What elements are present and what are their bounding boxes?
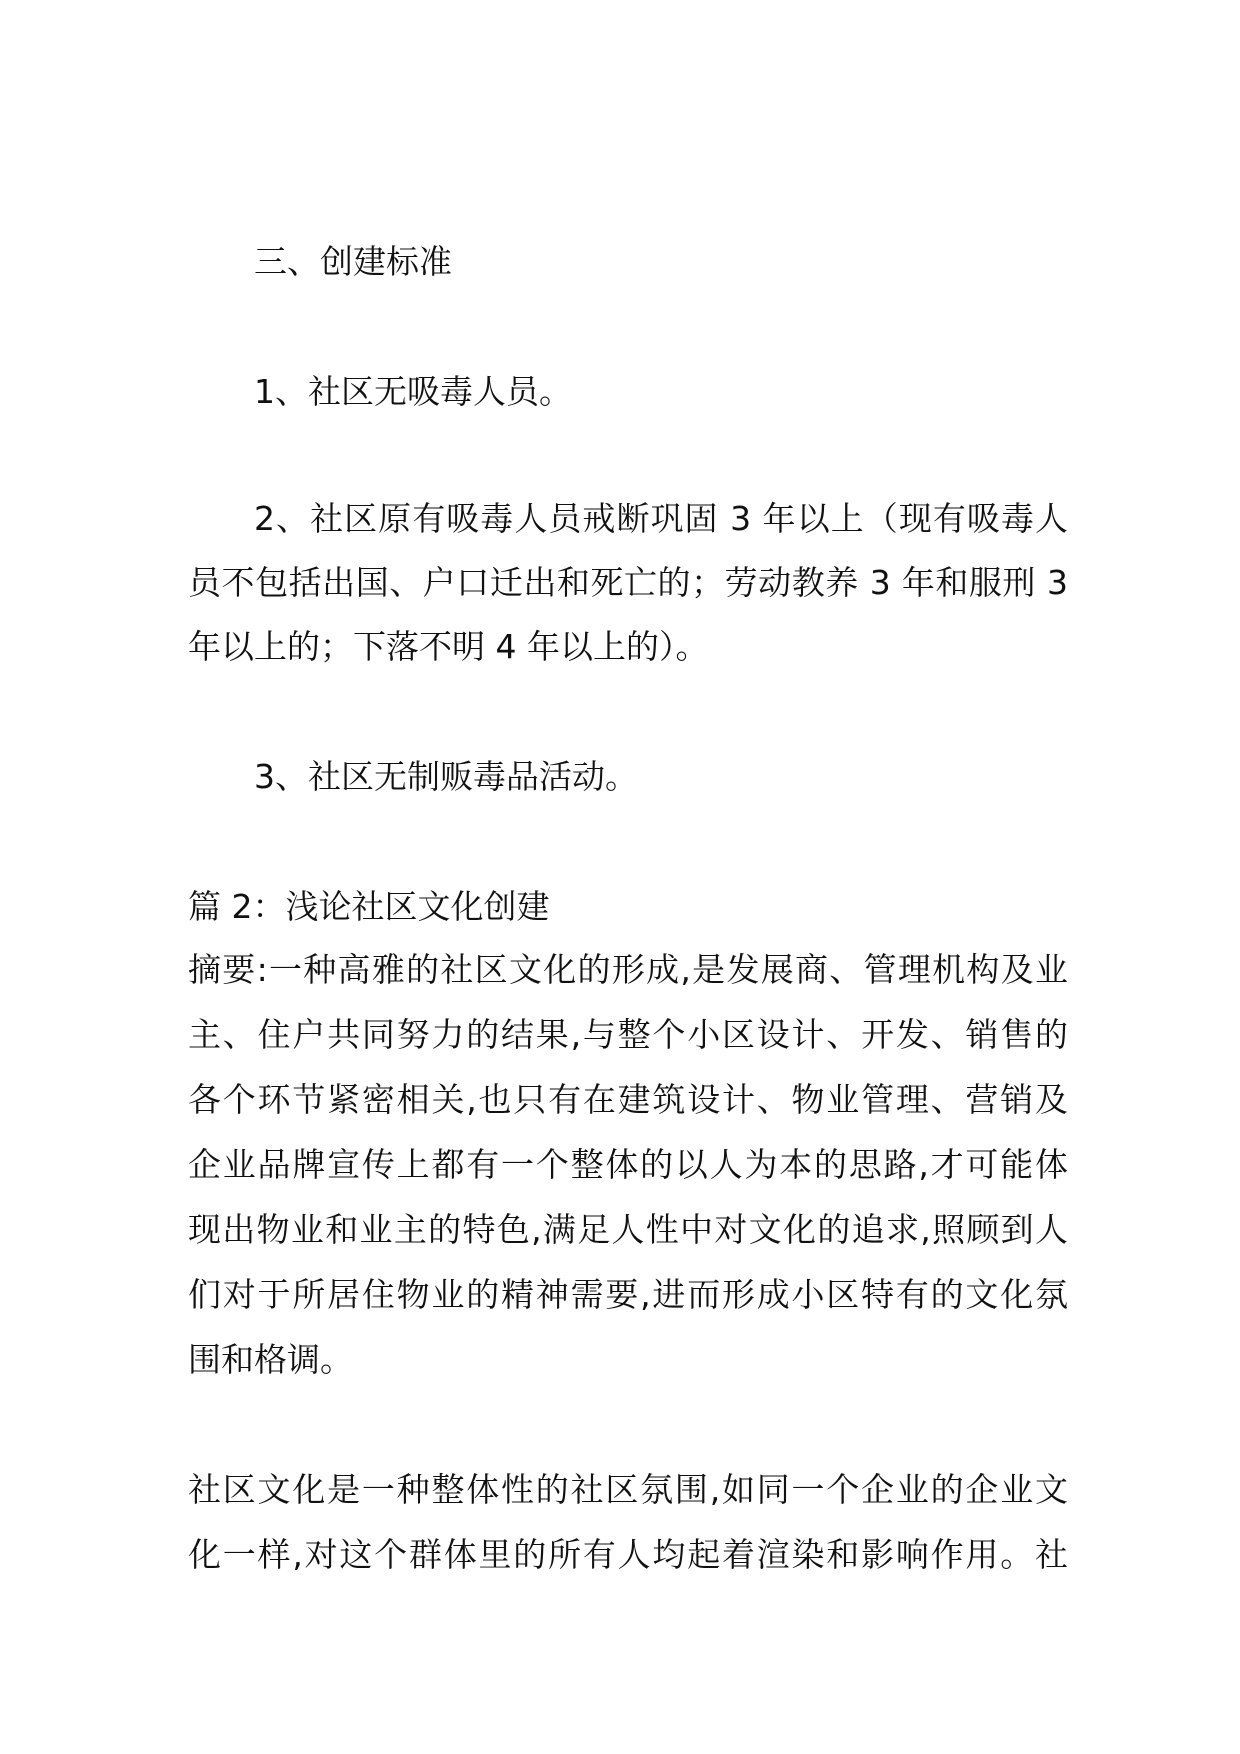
criterion-item-2-line-3: 年以上的；下落不明 4 年以上的）。 [188, 627, 709, 666]
criterion-item-1: 1、社区无吸毒人员。 [254, 372, 572, 411]
abstract-line: 企业品牌宣传上都有一个整体的以人为本的思路,才可能体 [188, 1145, 1068, 1184]
abstract-line: 主、住户共同努力的结果,与整个小区设计、开发、销售的 [188, 1015, 1068, 1054]
abstract-line: 现出物业和业主的特色,满足人性中对文化的追求,照顾到人 [188, 1210, 1068, 1249]
criterion-item-2-line-2: 员不包括出国、户口迁出和死亡的；劳动教养 3 年和服刑 3 [188, 563, 1068, 602]
article-title: 篇 2：浅论社区文化创建 [188, 887, 550, 926]
abstract-line: 围和格调。 [188, 1340, 353, 1379]
section-heading: 三、创建标准 [254, 242, 452, 281]
abstract-line: 摘要:一种高雅的社区文化的形成,是发展商、管理机构及业 [188, 950, 1068, 989]
abstract-line: 们对于所居住物业的精神需要,进而形成小区特有的文化氛 [188, 1275, 1068, 1314]
abstract-line: 各个环节紧密相关,也只有在建筑设计、物业管理、营销及 [188, 1080, 1068, 1119]
criterion-item-3: 3、社区无制贩毒品活动。 [254, 757, 638, 796]
body-paragraph-line: 社区文化是一种整体性的社区氛围,如同一个企业的企业文 [188, 1470, 1068, 1509]
body-paragraph-line: 化一样,对这个群体里的所有人均起着渲染和影响作用。社 [188, 1535, 1068, 1574]
criterion-item-2-line-1: 2、社区原有吸毒人员戒断巩固 3 年以上（现有吸毒人 [254, 499, 1068, 538]
